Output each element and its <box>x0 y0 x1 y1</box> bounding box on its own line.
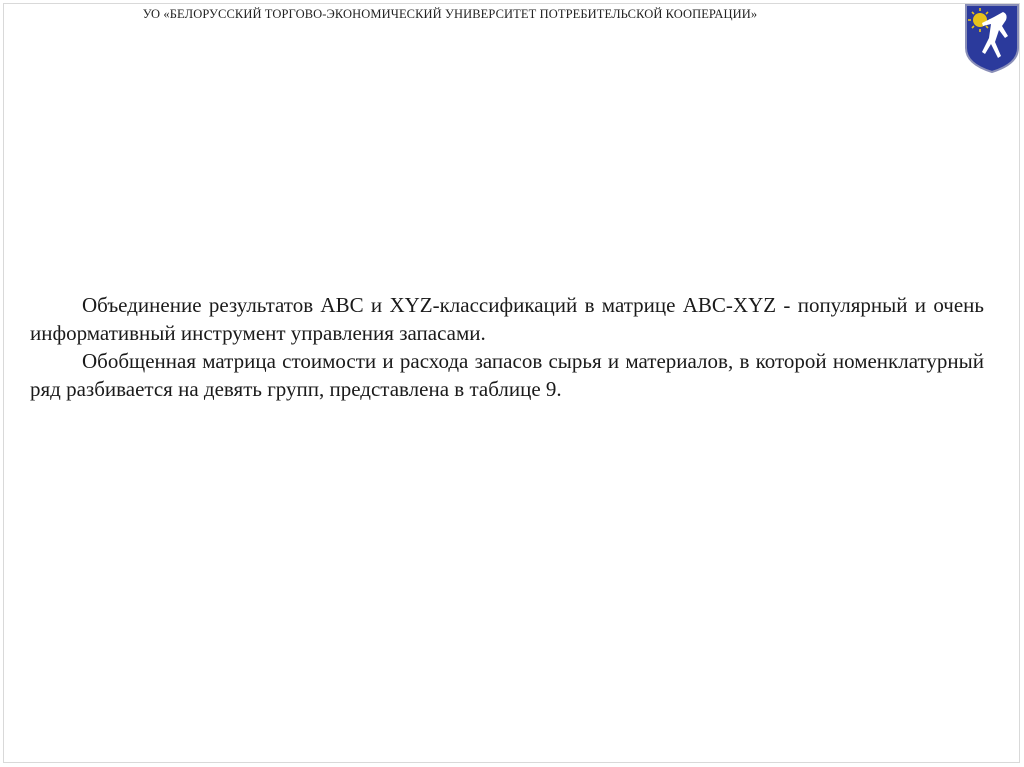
university-emblem-icon <box>963 2 1021 74</box>
main-text <box>30 291 984 403</box>
paragraph-matrix: Обобщенная матрица стоимости и расхода запасов сырья и материалов, в которой номенклатурный ряд разбивается на девять групп, представлена в таблице 9. <box>30 349 984 401</box>
institution-title: УО «БЕЛОРУССКИЙ ТОРГОВО-ЭКОНОМИЧЕСКИЙ УНИВЕРСИТЕТ ПОТРЕБИТЕЛЬСКОЙ КООПЕРАЦИИ» <box>142 7 758 21</box>
paragraph-abc-xyz: Объединение результатов АВС и XYZ-классификаций в матрице ABC-XYZ - популярный и очень информативный инструмент управления запасами. <box>30 293 984 345</box>
page-header <box>0 7 900 22</box>
